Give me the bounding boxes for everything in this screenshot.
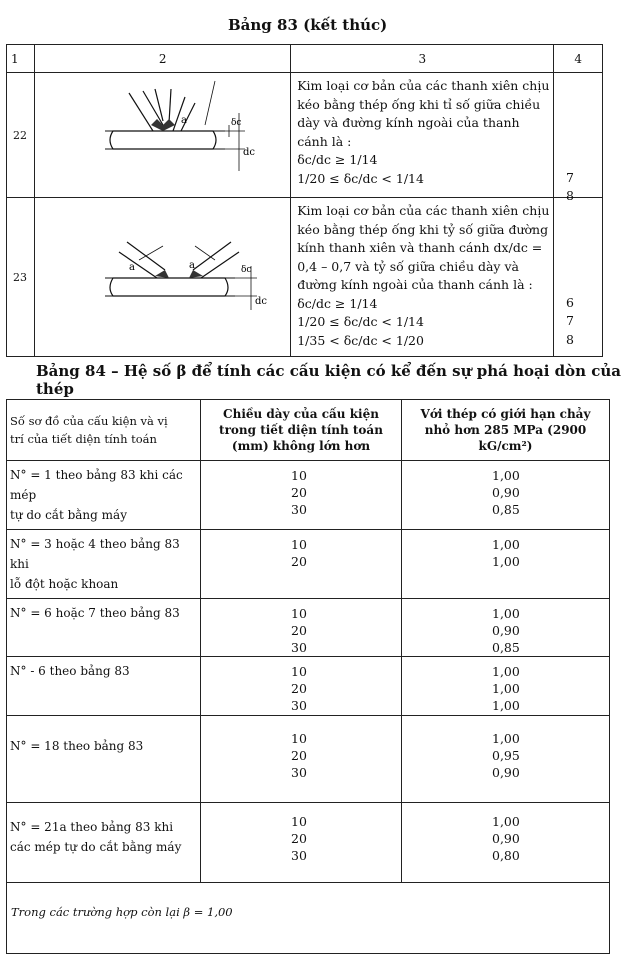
description-line: kính thanh xiên và thanh cánh dx/dc =: [297, 240, 543, 255]
table83-header-col2: 2: [35, 45, 291, 73]
beta-values: [402, 716, 610, 803]
thickness-values: [201, 599, 402, 657]
table83-header-col3: 3: [291, 45, 554, 73]
table-row: [7, 716, 610, 803]
diagram-label-a-left: a: [129, 262, 136, 273]
description-line: kéo bằng thép ống khi tỉ số giữa chiều: [297, 96, 541, 112]
scheme-line: N° = 6 hoặc 7 theo bảng 83: [10, 606, 180, 620]
table84-title: Bảng 84 – Hệ số β để tính các cấu kiện có kể đến sự phá hoại dòn của thép: [36, 362, 622, 398]
weld-diagram-cell: [35, 73, 291, 198]
description-line: Kim loại cơ bản của các thanh xiên chịu: [297, 203, 550, 218]
row-description: [291, 73, 554, 198]
diagram-label-diameter: dc: [255, 296, 268, 307]
beta-value: 1,00: [492, 681, 520, 696]
header-line: trong tiết diện tính toán: [219, 423, 383, 437]
row-values: [554, 198, 603, 357]
thickness-value: 20: [291, 485, 307, 500]
scheme-line: N° - 6 theo bảng 83: [10, 664, 130, 678]
header-line: Số sơ đồ của cấu kiện và vị: [10, 414, 168, 428]
description-line: 1/20 ≤ δc/dc < 1/14: [297, 314, 424, 329]
table84-header-col2: [201, 400, 402, 461]
thickness-values: [201, 657, 402, 716]
beta-value: 0,90: [492, 485, 520, 500]
member-scheme: [7, 716, 201, 803]
diagram-label-thickness: δc: [231, 118, 242, 128]
thickness-values: [201, 530, 402, 599]
diagram-label-a: a: [181, 115, 188, 126]
thickness-value: 30: [291, 502, 307, 517]
row-value: 7: [566, 170, 574, 185]
beta-values: [402, 657, 610, 716]
table83-header-col4: 4: [554, 45, 603, 73]
header-line: kG/cm²): [478, 439, 533, 453]
thickness-value: 10: [291, 814, 307, 829]
beta-value: 0,90: [492, 623, 520, 638]
beta-value: 1,00: [492, 731, 520, 746]
row-value: 7: [566, 313, 574, 328]
scheme-line: N° = 3 hoặc 4 theo bảng 83 khi: [10, 537, 180, 571]
thickness-value: 20: [291, 831, 307, 846]
thickness-value: 20: [291, 748, 307, 763]
beta-values: [402, 530, 610, 599]
beta-value: 0,90: [492, 765, 520, 780]
beta-value: 0,80: [492, 848, 520, 863]
header-line: Với thép có giới hạn chảy: [420, 407, 591, 421]
member-scheme: [7, 657, 201, 716]
table-row: [7, 530, 610, 599]
thickness-value: 10: [291, 468, 307, 483]
header-line: Chiều dày của cấu kiện: [223, 407, 379, 421]
beta-value: 0,95: [492, 748, 520, 763]
table-84: [6, 399, 610, 954]
weld-diagram-cell: [35, 198, 291, 357]
header-line: trí của tiết diện tính toán: [10, 432, 157, 446]
beta-value: 1,00: [492, 698, 520, 713]
description-line: dày và đường kính ngoài của thanh: [297, 115, 520, 130]
description-line: đường kính ngoài của thanh cánh là :: [297, 277, 533, 292]
beta-value: 1,00: [492, 606, 520, 621]
beta-value: 1,00: [492, 554, 520, 569]
thickness-value: 10: [291, 731, 307, 746]
scheme-line: lỗ đột hoặc khoan: [10, 577, 119, 591]
thickness-value: 30: [291, 640, 307, 655]
description-line: δc/dc ≥ 1/14: [297, 295, 378, 311]
row-value: 8: [566, 332, 574, 347]
table-row: [7, 803, 610, 883]
scheme-line: N° = 1 theo bảng 83 khi các mép: [10, 468, 183, 502]
beta-value: 0,85: [492, 502, 520, 517]
beta-value: 1,00: [492, 537, 520, 552]
thickness-value: 20: [291, 554, 307, 569]
member-scheme: [7, 461, 201, 530]
diagram-label-thickness: δc: [241, 265, 252, 275]
table-footer-row: [7, 883, 610, 954]
table-row: [7, 461, 610, 530]
scheme-line: N° = 18 theo bảng 83: [10, 739, 144, 753]
description-line: kéo bằng thép ống khi tỷ số giữa đường: [297, 221, 549, 237]
description-line: Kim loại cơ bản của các thanh xiên chịu: [297, 78, 550, 93]
thickness-value: 30: [291, 765, 307, 780]
scheme-line: tự do cắt bằng máy: [10, 508, 127, 522]
scheme-line: N° = 21a theo bảng 83 khi: [10, 820, 174, 834]
description-line: δc/dc ≥ 1/14: [297, 152, 378, 167]
thickness-value: 20: [291, 681, 307, 696]
scheme-line: các mép tự do cắt bằng máy: [10, 840, 182, 854]
beta-values: [402, 461, 610, 530]
thickness-value: 10: [291, 537, 307, 552]
header-line: (mm) không lớn hơn: [231, 439, 371, 453]
table84-header-col1: [7, 400, 201, 461]
member-scheme: [7, 530, 201, 599]
table84-footer: Trong các trường hợp còn lại β = 1,00: [7, 883, 610, 954]
tube-k-joint-diagram: [35, 198, 290, 353]
description-line: 1/35 < δc/dc < 1/20: [297, 332, 424, 348]
thickness-values: [201, 803, 402, 883]
table84-header-row: [7, 400, 610, 461]
beta-value: 1,00: [492, 468, 520, 483]
thickness-value: 30: [291, 848, 307, 863]
table-83: [6, 44, 603, 357]
table-row: [7, 657, 610, 716]
table84-header-col3: [402, 400, 610, 461]
thickness-values: [201, 461, 402, 530]
description-line: 1/20 ≤ δc/dc < 1/14: [297, 170, 424, 186]
table-row: [7, 198, 603, 357]
thickness-value: 10: [291, 664, 307, 679]
diagram-label-diameter: dc: [243, 147, 256, 158]
description-line: cánh là :: [297, 133, 352, 149]
thickness-value: 20: [291, 623, 307, 638]
table83-title: Bảng 83 (kết thúc): [228, 16, 388, 34]
table83-header-col1: 1: [7, 45, 35, 73]
table-row: [7, 73, 603, 198]
row-values: [554, 73, 603, 203]
tube-joint-diagram: [35, 73, 290, 194]
member-scheme: [7, 803, 201, 883]
row-value: 8: [566, 188, 574, 203]
beta-value: 0,85: [492, 640, 520, 655]
table-row: [7, 599, 610, 657]
thickness-value: 30: [291, 698, 307, 713]
row-number: 23: [7, 198, 35, 357]
beta-value: 1,00: [492, 814, 520, 829]
member-scheme: [7, 599, 201, 657]
beta-values: [402, 599, 610, 657]
table83-header-row: [7, 45, 603, 73]
beta-values: [402, 803, 610, 883]
diagram-label-a-right: a: [189, 260, 196, 271]
row-description: [291, 198, 554, 357]
beta-value: 1,00: [492, 664, 520, 679]
description-line: 0,4 – 0,7 và tỷ số giữa chiều dày và: [297, 258, 519, 274]
row-number: 22: [7, 73, 35, 198]
thickness-values: [201, 716, 402, 803]
header-line: nhỏ hơn 285 MPa (2900: [424, 423, 587, 437]
thickness-value: 10: [291, 606, 307, 621]
beta-value: 0,90: [492, 831, 520, 846]
row-value: 6: [566, 295, 574, 310]
